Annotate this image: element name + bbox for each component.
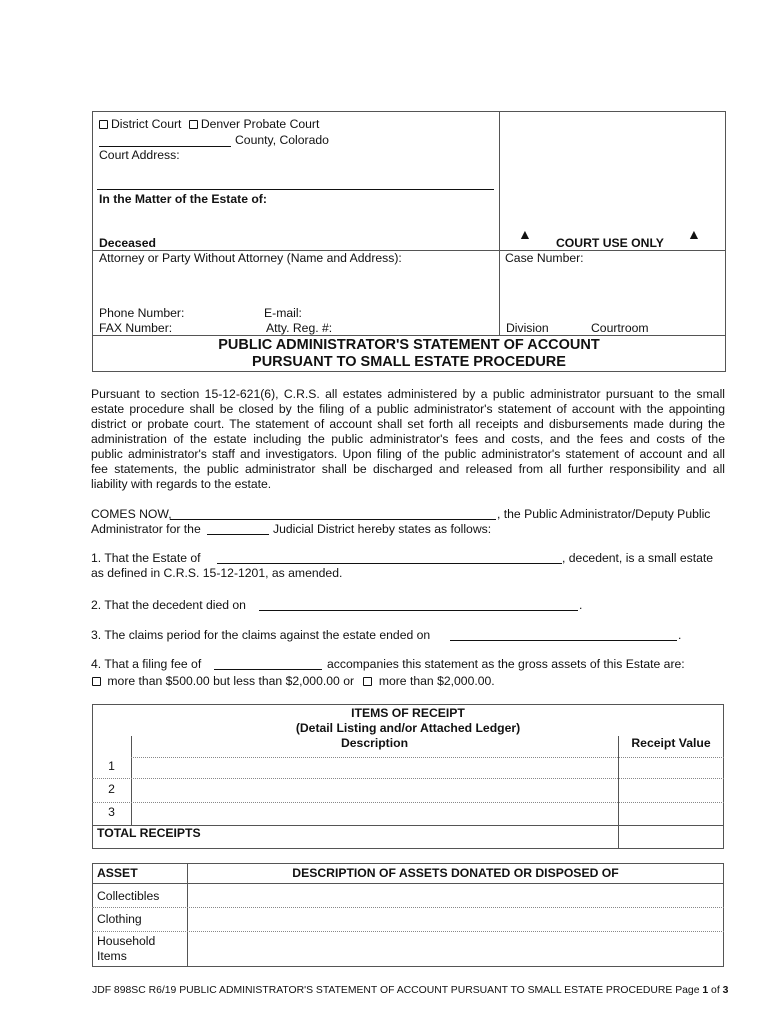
division-label: Division: [506, 321, 549, 335]
option-500-2000-label: more than $500.00 but less than $2,000.00 or: [107, 674, 355, 688]
judicial-district-text: Judicial District hereby states as follows:: [273, 522, 492, 536]
total-pages: 3: [722, 985, 729, 996]
form-title-line1: PUBLIC ADMINISTRATOR'S STATEMENT OF ACCOUNT: [218, 337, 600, 353]
case-number-label: Case Number:: [505, 251, 584, 265]
row-divider: [92, 931, 724, 932]
receipts-subheading: (Detail Listing and/or Attached Ledger): [295, 721, 521, 735]
court-address-label: Court Address:: [99, 148, 180, 162]
row-number: 2: [108, 782, 115, 796]
value-column-divider: [618, 736, 619, 849]
judicial-district-blank[interactable]: [207, 534, 269, 535]
assets-500-2000-checkbox[interactable]: [92, 677, 101, 686]
row-divider: [92, 802, 724, 803]
page-of: of: [711, 985, 720, 996]
caption-divider: [499, 111, 500, 336]
asset-row-label: Collectibles: [97, 889, 160, 903]
triangle-up-icon: ▲: [687, 226, 701, 242]
asset-column-header: ASSET: [97, 866, 138, 880]
row-number: 1: [108, 759, 115, 773]
footer: [92, 985, 728, 996]
administrator-name-blank[interactable]: [170, 519, 496, 520]
option-over-2000-label: more than $2,000.00.: [378, 674, 495, 688]
form-title-line2: PURSUANT TO SMALL ESTATE PROCEDURE: [252, 354, 566, 370]
item4-end: accompanies this statement as the gross assets of this Estate are:: [327, 657, 685, 671]
denver-probate-label: Denver Probate Court: [200, 117, 320, 131]
item1-start: 1. That the Estate of: [91, 551, 201, 565]
assets-over-2000-checkbox[interactable]: [363, 677, 372, 686]
intro-line: fee statements, the public administrator shall be discharged and released from all further responsibility and all: [91, 462, 725, 476]
receipt-value-column-header: Receipt Value: [631, 736, 711, 750]
phone-label: Phone Number:: [99, 306, 185, 320]
asset-row-label: Items: [97, 949, 127, 963]
row-divider: [131, 757, 724, 758]
asset-description-header: DESCRIPTION OF ASSETS DONATED OR DISPOSED OF: [292, 866, 619, 880]
assets-header-divider: [92, 883, 724, 884]
intro-paragraph: [91, 387, 725, 492]
estate-name-blank[interactable]: [97, 189, 494, 190]
receipts-heading: ITEMS OF RECEIPT: [351, 706, 465, 720]
footer-text: JDF 898SC R6/19 PUBLIC ADMINISTRATOR'S STATEMENT OF ACCOUNT PURSUANT TO SMALL ESTATE PROCEDURE Page: [92, 985, 700, 996]
court-use-only: COURT USE ONLY: [556, 236, 664, 250]
intro-line: administration of the estate including the public administrator's fees and costs, and the fees and costs of the: [91, 432, 725, 446]
asset-row-label: Household: [97, 934, 156, 948]
asset-row-label: Clothing: [97, 912, 142, 926]
courtroom-label: Courtroom: [591, 321, 649, 335]
total-receipts-label: TOTAL RECEIPTS: [97, 826, 201, 840]
comes-now-end: , the Public Administrator/Deputy Public: [497, 507, 711, 521]
date-of-death-blank[interactable]: [259, 610, 578, 611]
row-number: 3: [108, 805, 115, 819]
attorney-label: Attorney or Party Without Attorney (Name and Address):: [99, 251, 402, 265]
row-divider: [92, 778, 724, 779]
triangle-up-icon: ▲: [518, 226, 532, 242]
deceased-label: Deceased: [99, 236, 156, 250]
item1-end: , decedent, is a small estate: [562, 551, 714, 565]
filing-fee-blank[interactable]: [214, 669, 322, 670]
intro-line: liability with regards to the estate.: [91, 477, 272, 491]
atty-reg-label: Atty. Reg. #:: [266, 321, 333, 335]
item1-line2: as defined in C.R.S. 15-12-1201, as amended.: [91, 566, 343, 580]
county-blank[interactable]: [99, 146, 231, 147]
row-divider: [92, 907, 724, 908]
estate-name-item1-blank[interactable]: [217, 563, 562, 564]
item3-start: 3. The claims period for the claims against the estate ended on: [91, 628, 431, 642]
description-column-header: Description: [340, 736, 409, 750]
page-number: 1: [702, 985, 709, 996]
comes-now-start: COMES NOW,: [91, 507, 172, 521]
denver-probate-checkbox[interactable]: [189, 120, 198, 129]
intro-line: public administrator's staff and investigators. Upon filing of the public administrator's statement of account and all: [91, 447, 725, 461]
row-number-divider: [131, 736, 132, 825]
caption-box: [92, 111, 726, 336]
county-label: County, Colorado: [235, 133, 329, 147]
administrator-for-label: Administrator for the: [91, 522, 201, 536]
matter-label: In the Matter of the Estate of:: [99, 192, 267, 206]
district-court-checkbox[interactable]: [99, 120, 108, 129]
intro-line: estate procedure shall be closed by the filing of a public administrator's statement of account with the appointing: [91, 402, 725, 416]
fax-label: FAX Number:: [99, 321, 173, 335]
claims-period-blank[interactable]: [450, 640, 677, 641]
item3-end: .: [678, 628, 682, 642]
court-options: [99, 117, 319, 131]
item4-options: [92, 674, 495, 688]
district-court-label: District Court: [111, 117, 182, 131]
item4-start: 4. That a filing fee of: [91, 657, 202, 671]
item2-start: 2. That the decedent died on: [91, 598, 246, 612]
intro-line: district or probate court. The statement of account shall set forth all receipts and disbursements made during the: [91, 417, 725, 431]
item2-end: .: [579, 598, 583, 612]
email-label: E-mail:: [264, 306, 302, 320]
intro-line: Pursuant to section 15-12-621(6), C.R.S. all estates administered by a public administrator pursuant to the small: [91, 387, 725, 401]
